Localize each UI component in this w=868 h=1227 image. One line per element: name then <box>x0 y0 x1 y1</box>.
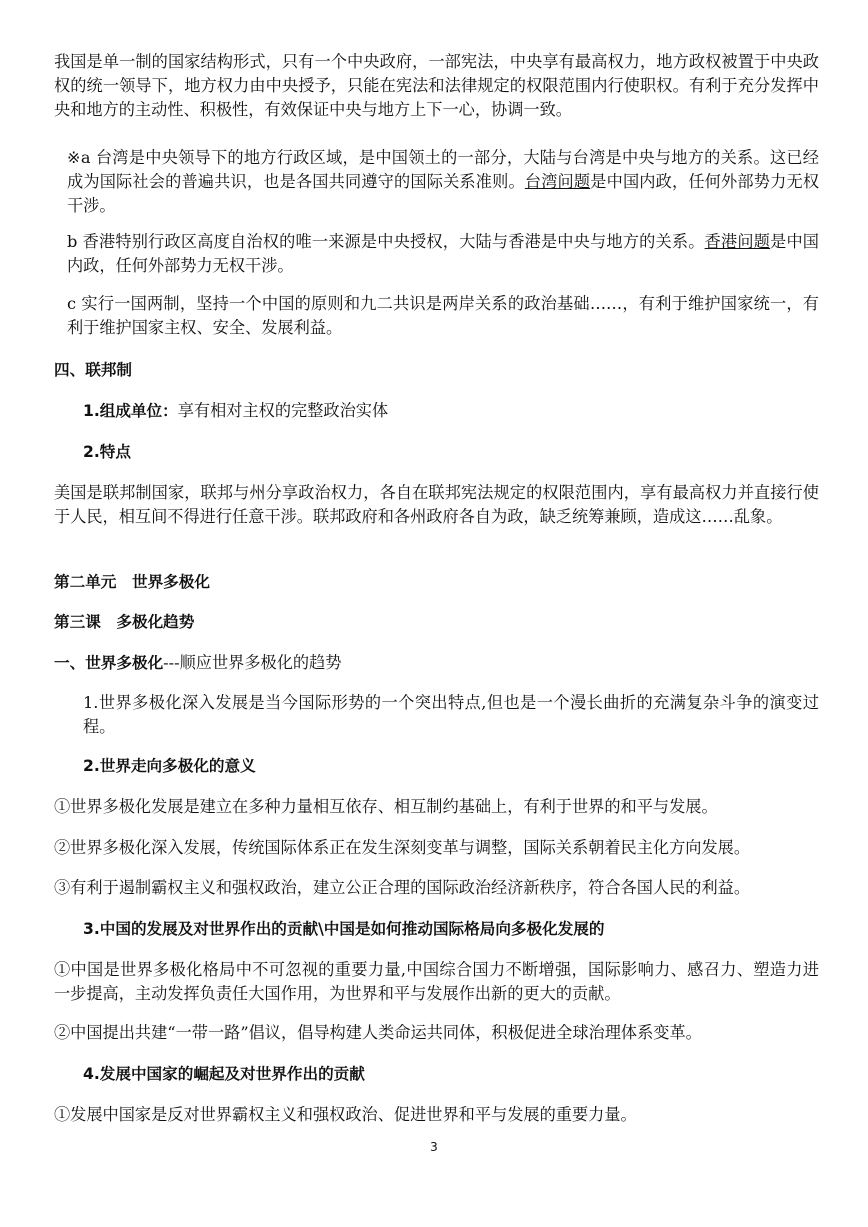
multipolar-item-1: 1.世界多极化深入发展是当今国际形势的一个突出特点,但也是一个漫长曲折的充满复杂斗争的演变过程。 <box>83 693 819 736</box>
multipolar-significance-3: ③有利于遏制霸权主义和强权政治，建立公正合理的国际政治经济新秩序，符合各国人民的利益。 <box>54 878 751 897</box>
section-heading-multipolar-sub: ---顺应世界多极化的趋势 <box>163 653 342 672</box>
item-a-underlined: 台湾问题 <box>524 172 591 191</box>
section-heading-multipolar <box>54 651 819 675</box>
multipolar-significance-2: ②世界多极化深入发展，传统国际体系正在发生深刻变革与调整，国际关系朝着民主化方向发展。 <box>54 838 751 857</box>
section-heading-federal: 四、联邦制 <box>54 361 132 379</box>
multipolar-significance-1: ①世界多极化发展是建立在多种力量相互依存、相互制约基础上，有利于世界的和平与发展。 <box>54 797 718 816</box>
page-number: 3 <box>430 1140 438 1154</box>
section-heading-multipolar-main: 一、世界多极化 <box>54 654 164 672</box>
paragraph-unitary-state: 我国是单一制的国家结构形式，只有一个中央政府，一部宪法，中央享有最高权力，地方政权被置于中央政权的统一领导下，地方权力由中央授予，只能在宪法和法律规定的权限范围内行使职权。有利于充分发挥中央和地方的主动性、积极性，有效保证中央与地方上下一心，协调一致。 <box>54 52 819 119</box>
paragraph-item-a-taiwan <box>67 146 819 218</box>
federal-item-1 <box>83 399 819 423</box>
federal-item-1-label: 1.组成单位： <box>83 402 178 420</box>
paragraph-item-c-one-country: c 实行一国两制，坚持一个中国的原则和九二共识是两岸关系的政治基础……，有利于维护国家统一，有利于维护国家主权、安全、发展利益。 <box>67 294 819 337</box>
china-contribution-1: ①中国是世界多极化格局中不可忽视的重要力量,中国综合国力不断增强，国际影响力、感召力、塑造力进一步提高，主动发挥负责任大国作用，为世界和平与发展作出新的更大的贡献。 <box>54 960 819 1003</box>
developing-countries-1: ①发展中国家是反对世界霸权主义和强权政治、促进世界和平与发展的重要力量。 <box>54 1105 637 1124</box>
multipolar-item-4-heading: 4.发展中国家的崛起及对世界作出的贡献 <box>83 1065 365 1083</box>
china-contribution-2: ②中国提出共建“一带一路”倡议，倡导构建人类命运共同体，积极促进全球治理体系变革。 <box>54 1023 702 1042</box>
item-b-text: b 香港特别行政区高度自治权的唯一来源是中央授权，大陆与香港是中央与地方的关系。 <box>67 232 705 251</box>
lesson-heading: 第三课 多极化趋势 <box>54 613 195 631</box>
item-b-underlined: 香港问题 <box>704 232 771 251</box>
item-a-text: ※a 台湾是中央领导下的地方行政区域，是中国领土的一部分，大陆与台湾是中央与地方的关系。这已经成为国际社会的普遍共识，也是各国共同遵守的国际关系准则。 <box>67 148 819 191</box>
multipolar-item-3-heading: 3.中国的发展及对世界作出的贡献\中国是如何推动国际格局向多极化发展的 <box>83 920 605 938</box>
paragraph-usa-federal: 美国是联邦制国家，联邦与州分享政治权力，各自在联邦宪法规定的权限范围内，享有最高权力并直接行使于人民，相互间不得进行任意干涉。联邦政府和各州政府各自为政，缺乏统筹兼顾，造成这……乱象。 <box>54 483 819 526</box>
paragraph-item-b-hongkong <box>67 230 819 278</box>
federal-item-1-text: 享有相对主权的完整政治实体 <box>177 401 389 420</box>
item-a-text-end: 是中国内政，任何外部势力无权干涉。 <box>67 172 820 215</box>
multipolar-item-2-heading: 2.世界走向多极化的意义 <box>83 757 256 775</box>
federal-item-2-heading: 2.特点 <box>83 443 131 461</box>
unit-heading: 第二单元 世界多极化 <box>54 573 210 591</box>
item-b-text-end: 是中国内政，任何外部势力无权干涉。 <box>67 232 819 275</box>
